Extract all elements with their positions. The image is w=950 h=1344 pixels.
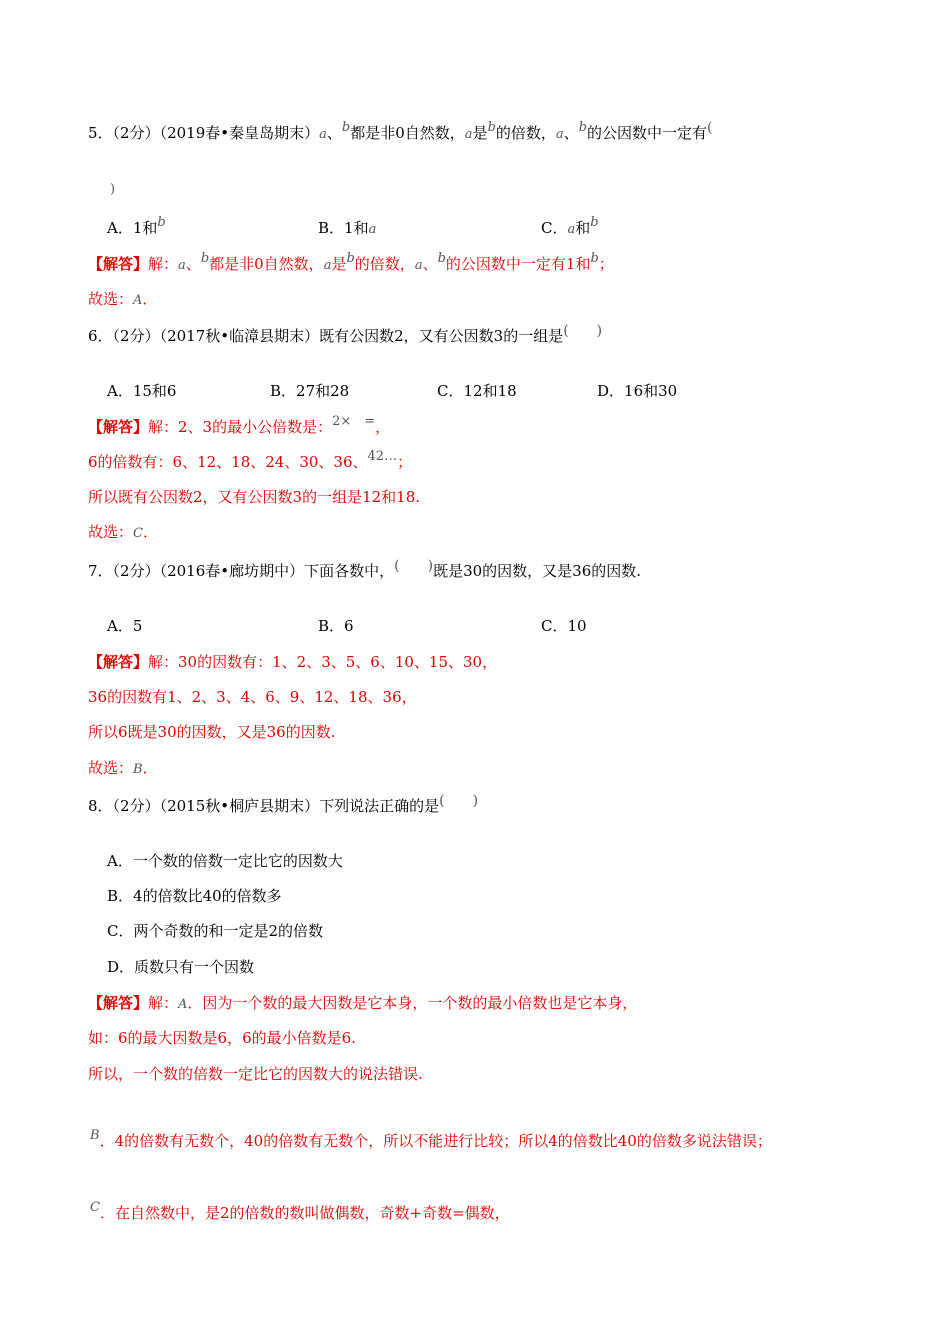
q5-option-a: A．1和b [107, 215, 166, 237]
q7-paren: ( ) [394, 558, 434, 574]
q8-number: 8． [88, 797, 113, 815]
q6-answer-l3: 所以既有公因数2，又有公因数3的一组是12和18. [88, 488, 421, 506]
q7-choice: 故选：B． [88, 759, 158, 777]
q6-number: 6． [88, 327, 113, 345]
q6-answer-l1: 【解答】解：2、3的最小公倍数是：2× =， [88, 414, 391, 436]
q6-paren: ( ) [563, 323, 603, 339]
q6-score: （2分） [112, 327, 160, 345]
q6-option-c: C．12和18 [437, 382, 517, 400]
q5-answer: 【解答】解：a、b都是非0自然数，a是b的倍数，a、b的公因数中一定有1和b； [88, 251, 614, 273]
q5-option-c: C．a和b [541, 215, 599, 237]
q5-source: （2019春•秦皇岛期末） [159, 124, 320, 142]
q7-option-c: C．10 [541, 617, 587, 635]
q5-close-paren: ) [110, 182, 116, 197]
q7-source: （2016春•廊坊期中） [159, 562, 305, 580]
q8-option-c: C．两个奇数的和一定是2的倍数 [107, 922, 324, 940]
q7-answer-l2: 36的因数有1、2、3、4、6、9、12、18、36， [88, 688, 417, 706]
q7-option-a: A．5 [107, 617, 143, 635]
q8-option-b: B．4的倍数比40的倍数多 [107, 887, 282, 905]
q6-option-d: D．16和30 [597, 382, 678, 400]
q7-option-b: B．6 [318, 617, 354, 635]
q6-choice: 故选：C． [88, 523, 158, 541]
q5-var-a: a [319, 127, 327, 142]
q6-option-a: A．15和6 [107, 382, 177, 400]
q6-source: （2017秋•临漳县期末） [159, 327, 320, 345]
q7-stem: 7．（2分）（2016春•廊坊期中）下面各数中，( )既是30的因数，又是36的因数. [88, 558, 642, 580]
q7-score: （2分） [112, 562, 160, 580]
q5-answer-tag: 【解答】 [88, 255, 149, 273]
q5-option-b: B．1和a [318, 219, 377, 237]
q7-answer-l3: 所以6既是30的因数，又是36的因数. [88, 723, 336, 741]
q5-number: 5． [88, 124, 113, 142]
q6-answer-l2: 6的倍数有：6、12、18、24、30、36、42…； [88, 449, 413, 471]
q8-score: （2分） [112, 797, 160, 815]
q8-source: （2015秋•桐庐县期末） [159, 797, 320, 815]
q5-var-b: b [341, 120, 351, 135]
q5-score: （2分） [112, 124, 160, 142]
q8-answer-c: C．在自然数中，是2的倍数的数叫做偶数，奇数+奇数=偶数， [90, 1200, 510, 1222]
q8-option-a: A．一个数的倍数一定比它的因数大 [107, 852, 343, 870]
q5-choice: 故选：A． [88, 290, 158, 308]
q5-stem: 5．（2分）（2019春•秦皇岛期末）a、b都是非0自然数，a是b的倍数，a、b的公因数中一定有( [88, 120, 713, 142]
q7-number: 7． [88, 562, 113, 580]
q8-answer-a-l1: 【解答】解：A．因为一个数的最大因数是它本身，一个数的最小倍数也是它本身， [88, 994, 638, 1012]
q8-paren: ( ) [439, 793, 479, 809]
q6-option-b: B．27和28 [270, 382, 350, 400]
q8-answer-b: B．4的倍数有无数个，40的倍数有无数个，所以不能进行比较；所以4的倍数比40的倍数多说法错误； [90, 1128, 772, 1150]
q8-stem: 8．（2分）（2015秋•桐庐县期末）下列说法正确的是( ) [88, 793, 479, 815]
q8-answer-a-l3: 所以，一个数的倍数一定比它的因数大的说法错误. [88, 1065, 423, 1083]
q5-open-paren: ( [707, 120, 713, 136]
q7-answer-l1: 【解答】解：30的因数有：1、2、3、5、6、10、15、30， [88, 653, 498, 671]
q8-answer-a-l2: 如：6的最大因数是6，6的最小倍数是6. [88, 1029, 356, 1047]
q6-stem: 6．（2分）（2017秋•临漳县期末）既有公因数2，又有公因数3的一组是( ) [88, 323, 603, 345]
q8-option-d: D．质数只有一个因数 [107, 958, 255, 976]
